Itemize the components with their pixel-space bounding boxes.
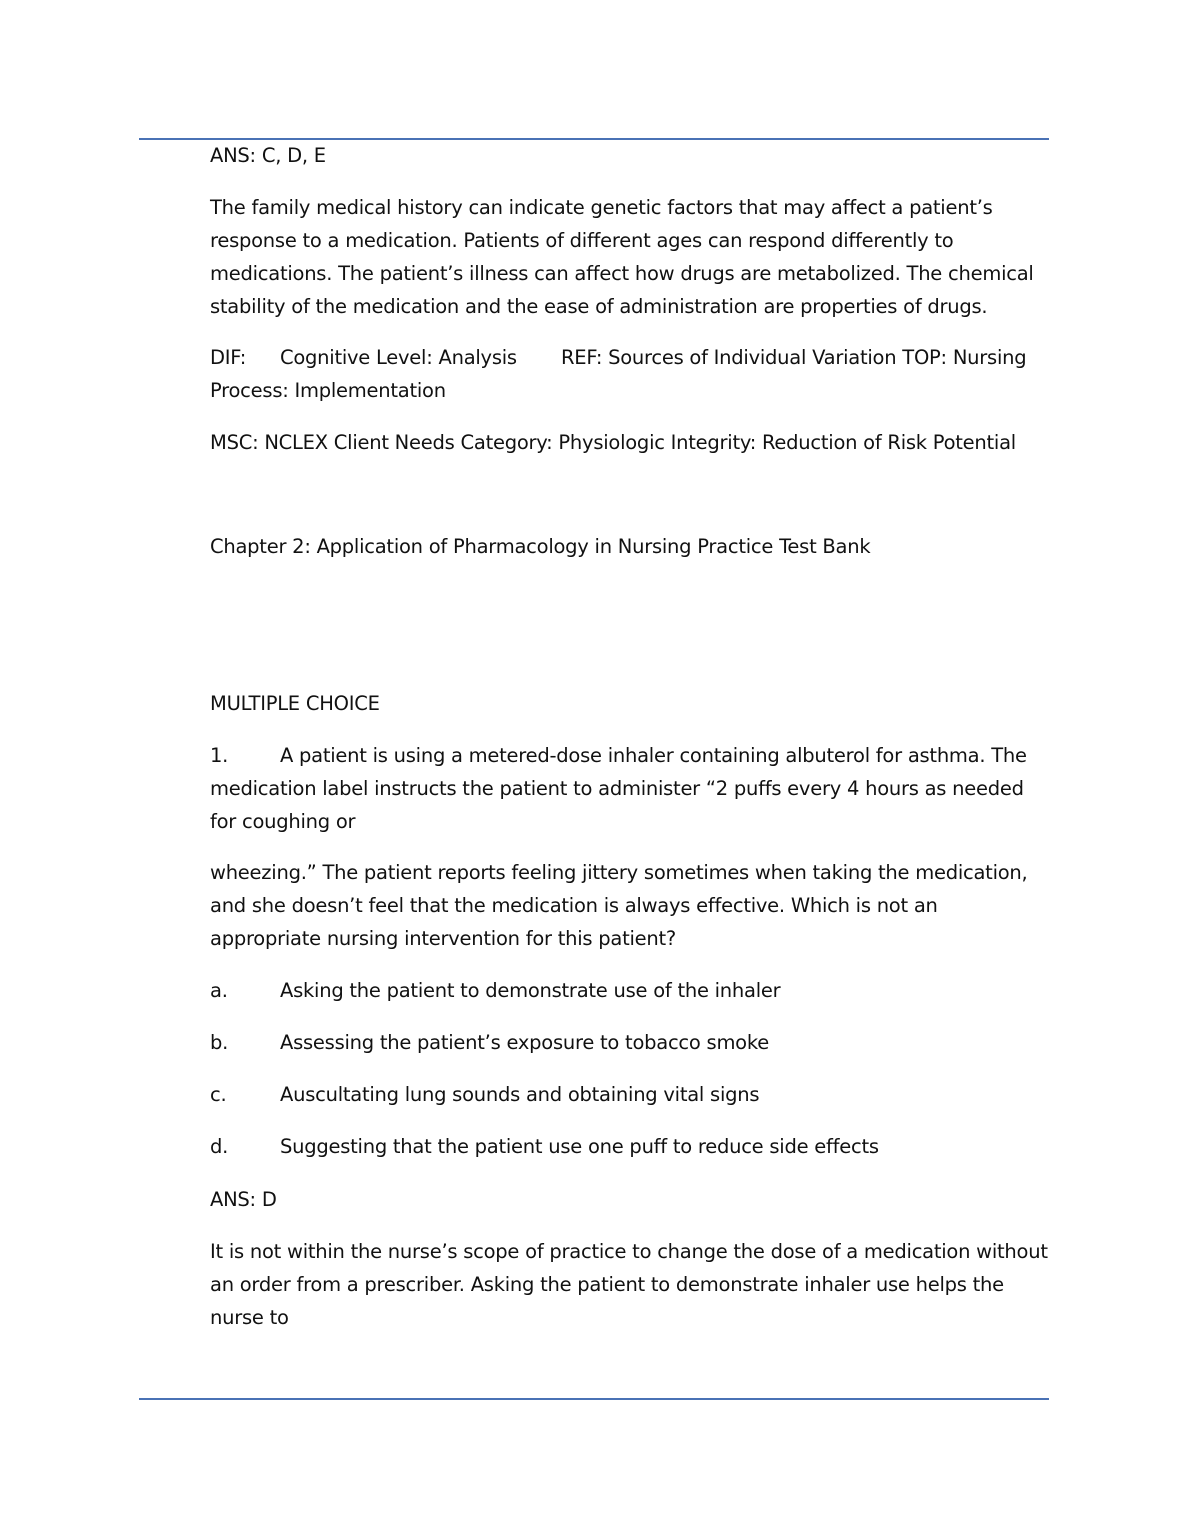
rationale-paragraph: The family medical history can indicate genetic factors that may affect a patient’s response to a medication. Patients of different ages can respond differently to medications. The patient’s illness can affect how drugs are metabolized. The chemical stability of the medication and the ease of administration are properties of drugs. [210,196,1034,318]
cognitive-level: Cognitive Level: Analysis [280,346,517,369]
option-a [210,974,1052,1007]
option-text: Suggesting that the patient use one puff to reduce side effects [280,1135,879,1158]
option-text: Assessing the patient’s exposure to tobacco smoke [280,1031,769,1054]
option-letter: d. [210,1135,229,1158]
option-d [210,1130,1052,1163]
answer-rationale: It is not within the nurse’s scope of practice to change the dose of a medication without an order from a prescriber. Asking the patient to demonstrate inhaler use helps the nurse to [210,1240,1048,1329]
question-stem-first: A patient is using a metered-dose inhaler containing albuterol for asthma. The [280,744,1027,767]
metadata-line [210,341,1052,407]
option-letter: b. [210,1031,229,1054]
answer-key: ANS: D [210,1188,277,1211]
option-text: Asking the patient to demonstrate use of the inhaler [280,979,781,1002]
option-letter: a. [210,979,228,1002]
option-b [210,1026,1052,1059]
question-number: 1. [210,744,229,767]
dif-label: DIF: [210,346,247,369]
section-heading: MULTIPLE CHOICE [210,692,380,715]
ref-topic: REF: Sources of Individual Variation TOP: Nursing [561,346,1027,369]
option-text: Auscultating lung sounds and obtaining vital signs [280,1083,760,1106]
chapter-title: Chapter 2: Application of Pharmacology in Nursing Practice Test Bank [210,535,871,558]
option-c [210,1078,1052,1111]
option-letter: c. [210,1083,227,1106]
question-stem-continued: wheezing.” The patient reports feeling jittery sometimes when taking the medication, and she doesn’t feel that the medication is always effective. Which is not an appropriate nursing intervention for this patient? [210,861,1028,950]
answer-top: ANS: C, D, E [210,144,326,167]
footer-rule [139,1398,1049,1400]
process-label: Process: Implementation [210,379,446,402]
question-stem [210,739,1052,838]
msc-line: MSC: NCLEX Client Needs Category: Physiologic Integrity: Reduction of Risk Potential [210,431,1016,454]
question-stem-rest: medication label instructs the patient to administer “2 puffs every 4 hours as needed for coughing or [210,777,1024,833]
